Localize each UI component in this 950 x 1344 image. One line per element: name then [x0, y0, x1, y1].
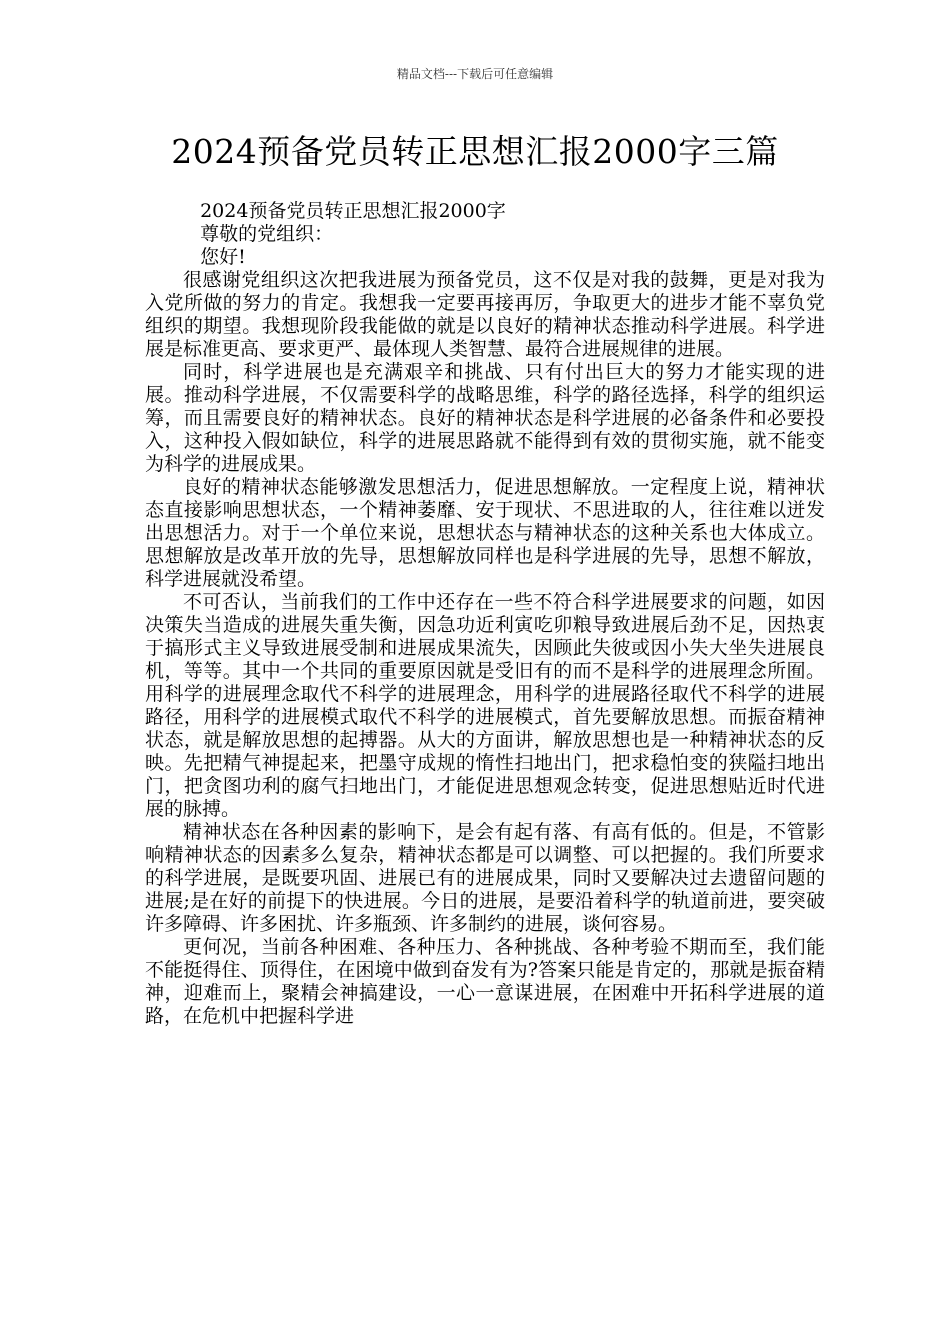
salutation-line: 尊敬的党组织：	[200, 223, 334, 245]
greeting-line: 您好!	[200, 246, 246, 268]
body-paragraph: 精神状态在各种因素的影响下，是会有起有落、有高有低的。但是，不管影响精神状态的因素多么复杂，精神状态都是可以调整、可以把握的。我们所要求的科学进展，是既要巩固、进展已有的进展成果，同时又要解决过去遗留问题的进展;是在好的前提下的快进展。今日的进展，是要沿着科学的轨道前进，要突破许多障碍、许多困扰、许多瓶颈、许多制约的进展，谈何容易。	[145, 821, 825, 935]
body-paragraph: 同时，科学进展也是充满艰辛和挑战、只有付出巨大的努力才能实现的进展。推动科学进展，不仅需要科学的战略思维，科学的路径选择，科学的组织运筹，而且需要良好的精神状态。良好的精神状态是科学进展的必备条件和必要投入，这种投入假如缺位，科学的进展思路就不能得到有效的贯彻实施，就不能变为科学的进展成果。	[145, 361, 825, 475]
page-header: 精品文档---下载后可任意编辑	[396, 67, 554, 81]
subtitle-line: 2024预备党员转正思想汇报2000字	[200, 200, 506, 222]
document-title: 2024预备党员转正思想汇报2000字三篇	[171, 132, 779, 171]
document-body	[145, 200, 825, 1028]
body-paragraph: 良好的精神状态能够激发思想活力，促进思想解放。一定程度上说，精神状态直接影响思想状态，一个精神萎靡、安于现状、不思进取的人，往往难以迸发出思想活力。对于一个单位来说，思想状态与精神状态的这种关系也大体成立。思想解放是改革开放的先导，思想解放同样也是科学进展的先导，思想不解放，科学进展就没希望。	[145, 476, 825, 590]
body-paragraph: 很感谢党组织这次把我进展为预备党员，这不仅是对我的鼓舞，更是对我为入党所做的努力的肯定。我想我一定要再接再厉，争取更大的进步才能不辜负党组织的期望。我想现阶段我能做的就是以良好的精神状态推动科学进展。科学进展是标准更高、要求更严、最体现人类智慧、最符合进展规律的进展。	[145, 269, 825, 360]
body-paragraph: 不可否认，当前我们的工作中还存在一些不符合科学进展要求的问题，如因决策失当造成的进展失重失衡，因急功近利寅吃卯粮导致进展后劲不足，因热衷于搞形式主义导致进展受制和进展成果流失，因顾此失彼或因小失大坐失进展良机，等等。其中一个共同的重要原因就是受旧有的而不是科学的进展理念所囿。用科学的进展理念取代不科学的进展理念，用科学的进展路径取代不科学的进展路径，用科学的进展模式取代不科学的进展模式，首先要解放思想。而振奋精神状态，就是解放思想的起搏器。从大的方面讲，解放思想也是一种精神状态的反映。先把精气神提起来，把墨守成规的惰性扫地出门，把求稳怕变的狭隘扫地出门，把贪图功利的腐气扫地出门，才能促进思想观念转变，促进思想贴近时代进展的脉搏。	[145, 591, 825, 820]
body-paragraph: 更何况，当前各种困难、各种压力、各种挑战、各种考验不期而至，我们能不能挺得住、顶得住，在困境中做到奋发有为?答案只能是肯定的，那就是振奋精神，迎难而上，聚精会神搞建设，一心一意谋进展，在困难中开拓科学进展的道路，在危机中把握科学进	[145, 936, 825, 1027]
